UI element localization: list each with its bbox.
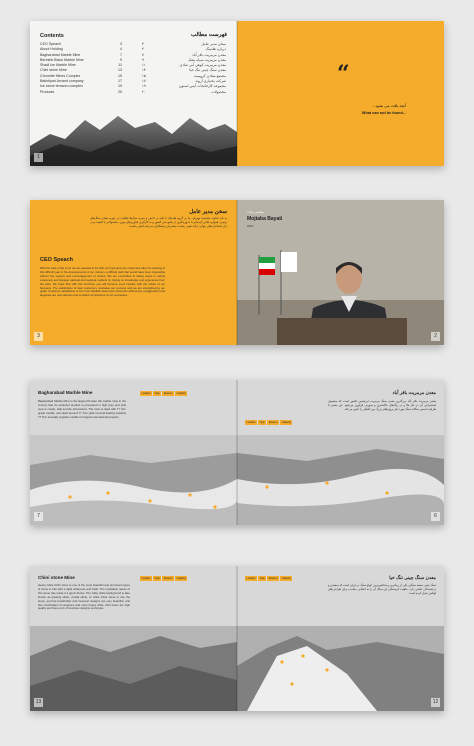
ceo-title-fa: سخن مدیر عامل bbox=[189, 209, 227, 215]
info-tag: Reserve bbox=[163, 391, 173, 395]
page-number: 3 bbox=[34, 332, 43, 341]
info-tag: Capacity bbox=[281, 420, 291, 424]
mountain-image bbox=[30, 106, 237, 166]
info-tag: Location bbox=[141, 391, 151, 395]
page-number: 1 bbox=[34, 153, 43, 162]
toc-page: ۷ bbox=[142, 52, 144, 57]
quote-text-en: What can not be found... bbox=[361, 111, 406, 115]
toc-label: Bagharabad Marble Mine bbox=[40, 52, 81, 57]
info-tag: Capacity bbox=[281, 576, 291, 580]
gutter bbox=[236, 380, 238, 525]
gutter bbox=[236, 21, 238, 166]
mine-paragraph-fa: سنگ چینی سفید سنگین یکی از زیباترین و شاخص‌ترین انواع سنگ در ایران است که سفیدی و درخشندگی خاصی دارد. ماهیت کریستالی این سنگ آن را به انتخابی مناسب برای طراحی‌های لوکس تبدیل کرده است. bbox=[328, 583, 436, 595]
mine-title-fa: معدن سنگ چینی تنگ خیا bbox=[389, 575, 436, 580]
ceo-role: CEO bbox=[247, 224, 254, 228]
spread-contents bbox=[30, 21, 444, 166]
toc-label: CEO Speach bbox=[40, 42, 61, 46]
info-tag: Type bbox=[259, 576, 265, 580]
toc-label: درباره هلدینگ bbox=[205, 47, 226, 52]
toc-label: معدن مرمریت کوهی آبی شادی bbox=[179, 63, 226, 68]
toc-label: Chromite Mines Complex bbox=[40, 73, 81, 78]
toc-page: 15 bbox=[118, 73, 122, 78]
ceo-paragraph-fa: به نام خداوند بخشنده مهربان، ما در گروه هلدینگ با تکیه بر دانش و تجربه سال‌ها فعالیت در حوزه معادن سنگ‌های تزئینی، همواره تلاش کرده‌ایم تا با بهره‌گیری از منابع غنی کشور و به کارگیری فناوری‌های نوین، محصولاتی با کیفیت و در تراز استانداردهای جهانی ارائه دهیم. رضایت مشتریان و همکاران سرمایه اصلی ماست. bbox=[90, 216, 227, 228]
info-tag: Reserve bbox=[268, 576, 278, 580]
toc-page: ۱۱ bbox=[142, 63, 146, 68]
toc-list-fa bbox=[142, 42, 226, 95]
toc-page: 17 bbox=[118, 79, 122, 84]
toc-page: ۳ bbox=[142, 42, 144, 46]
quarry-image-left bbox=[30, 435, 237, 525]
toc-page: 3 bbox=[120, 42, 122, 46]
ceo-name-en: Mojtaba Bayati bbox=[247, 216, 283, 222]
quote-text-fa: آنچه یافت می نشود... bbox=[372, 104, 406, 108]
page-number: 12 bbox=[432, 699, 439, 705]
info-tag: Type bbox=[154, 576, 160, 580]
toc-page: ۲۰ bbox=[142, 89, 146, 94]
toc-label: About Holding bbox=[40, 47, 63, 52]
info-tag: Capacity bbox=[176, 576, 186, 580]
page-bagharabad-left bbox=[30, 380, 237, 525]
mine-image-left bbox=[30, 626, 237, 711]
toc-title-en: Contents bbox=[40, 33, 64, 39]
mine-title-fa: معدن مرمریت باقر آباد bbox=[392, 390, 436, 395]
toc-label: مجموعه کارخانجات آیس استون bbox=[178, 84, 226, 89]
mine-title-en: Bagharabad Marble Mine bbox=[38, 390, 93, 395]
page-number: 6 bbox=[431, 512, 440, 521]
gutter bbox=[236, 566, 238, 711]
info-tag: Type bbox=[259, 420, 265, 424]
page-chini-left bbox=[30, 566, 237, 711]
page-quote-right bbox=[237, 21, 444, 166]
toc-page: ۱۷ bbox=[142, 79, 146, 84]
toc-label: Products bbox=[40, 89, 55, 94]
page-ceo-photo bbox=[237, 200, 444, 345]
info-tag: Reserve bbox=[268, 420, 278, 424]
page-number: 2 bbox=[431, 332, 440, 341]
info-tag: Capacity bbox=[176, 391, 186, 395]
spread-bagharabad bbox=[30, 380, 444, 525]
spread-ceo bbox=[30, 200, 444, 345]
quote-mark-icon: “ bbox=[337, 61, 350, 87]
toc-label: Bakhtiyari Arvand company bbox=[40, 79, 84, 84]
page-number: 7 bbox=[34, 512, 43, 521]
toc-page: 7 bbox=[120, 52, 122, 57]
mine-image-right bbox=[237, 626, 444, 711]
toc-page: 19 bbox=[118, 84, 122, 89]
toc-page: 9 bbox=[120, 57, 122, 62]
toc-label: Ice stone terrazzo complex bbox=[40, 84, 83, 89]
toc-list-en bbox=[40, 42, 122, 95]
toc-page: 13 bbox=[118, 68, 122, 73]
info-tag: Type bbox=[154, 391, 160, 395]
toc-label: Bereshk Black Marble Mine bbox=[40, 57, 84, 62]
toc-row[interactable] bbox=[40, 90, 122, 95]
info-tag: Location bbox=[246, 420, 256, 424]
toc-page: ۱۹ bbox=[142, 84, 146, 89]
spread-chini bbox=[30, 566, 444, 711]
toc-label: معدن سنگ چینی تنگ خیا bbox=[189, 68, 226, 73]
toc-page: 11 bbox=[118, 63, 122, 68]
toc-label: Chini stone Mine bbox=[40, 68, 67, 73]
page-ceo-speech bbox=[30, 200, 237, 345]
info-tag: Reserve bbox=[163, 576, 173, 580]
mine-paragraph-fa: معدن مرمریت باقر آباد بزرگترین معدن سنگ مرمریت ابریشمی کشور است که محصول استخراجی آن در تناژ بالا و در رنگ‌های خاکستری و صورتی فرآوری می‌شود. این معدن با ظرفیت اسمی سالانه سنگ مورد نیاز پروژه‌های بزرگ بین المللی را تامین می‌کند. bbox=[328, 399, 436, 411]
toc-page: ۴ bbox=[142, 47, 144, 52]
toc-label: معدن مرمریت سیاه بشک bbox=[187, 57, 226, 62]
mine-tags-fa bbox=[245, 420, 292, 425]
ceo-name-fa: مجتبی بیات bbox=[247, 210, 264, 214]
quarry-image-right bbox=[237, 435, 444, 525]
page-contents-left bbox=[30, 21, 237, 166]
mine-title-en: Chini stone Mine bbox=[38, 575, 75, 580]
toc-label: محصولات bbox=[211, 89, 226, 94]
toc-title-fa: فهرست مطالب bbox=[191, 32, 227, 38]
mine-paragraph-en: Bagharabad Marble Mine is the largest Persian silk marble mine in the country that its extracted product is processed in high grey and pink tone to create, slab and tile dimensions. The mine is rated with 77 Tom grade marble, and rated around 77 Tom yield nominal loading capacity 77 Tom annually supplies marble for largest international projects. bbox=[38, 399, 126, 419]
page-bagharabad-right bbox=[237, 380, 444, 525]
info-tag: Location bbox=[246, 576, 256, 580]
mine-tags-fa bbox=[245, 576, 292, 581]
toc-page: 4 bbox=[120, 47, 122, 52]
mine-tags-en bbox=[140, 391, 187, 396]
gutter bbox=[236, 200, 238, 345]
info-tag: Location bbox=[141, 576, 151, 580]
toc-page: ۱۵ bbox=[142, 73, 146, 78]
toc-page: ۱۳ bbox=[142, 68, 146, 73]
toc-label: معدن مرمریت باقر آباد bbox=[191, 52, 226, 57]
toc-row[interactable] bbox=[142, 90, 226, 95]
mine-paragraph-en: Heavy white Chini stone is one of the most beautiful and prominent types of stone in Iran with a rapid whiteness and fresh. The crystalline nature of this stone has made it a good choice. The milky white background is also known as glowing white, crystal white, or white Chini stone to use the stone, and the bookholder and forecourt designs are very beautiful, and this combination of elegance and more heavy white chini stone are high quality and have a lot of luxurious designs and styles. bbox=[38, 583, 130, 611]
toc-label: Shadi Ice Marble Mine bbox=[40, 63, 76, 68]
toc-label: سخن مدیر عامل bbox=[201, 42, 226, 46]
mine-tags-en bbox=[140, 576, 187, 581]
page-number: 13 bbox=[35, 699, 42, 705]
toc-page: ۹ bbox=[142, 57, 144, 62]
ceo-title-en: CEO Speach bbox=[40, 257, 74, 263]
toc-page: 20 bbox=[118, 89, 122, 94]
toc-label: شرکت بختیاری آروند bbox=[195, 79, 226, 84]
page-chini-right bbox=[237, 566, 444, 711]
toc-label: مجتمع معادن کرومیت bbox=[193, 73, 226, 78]
ceo-paragraph-en: With the help of the Lord, we are pleased to be with our loyal and new customers after the passing of this difficult year in the developments of our mission, a difficult path that would have been impossible without the support and encouragement of miners. We are committed to taking steps to satisfy customers and develop national and regional markets by relying on knowledge and experience from the past. We hope that with this brochure you will become more familiar with the whole of our business. The satisfaction of dear customers motivates our success and we are strengthening our goals. Customer satisfaction is our most valuable asset and customers without any exaggeration and elegance are real partners and constant companions of our successes. bbox=[40, 266, 165, 298]
